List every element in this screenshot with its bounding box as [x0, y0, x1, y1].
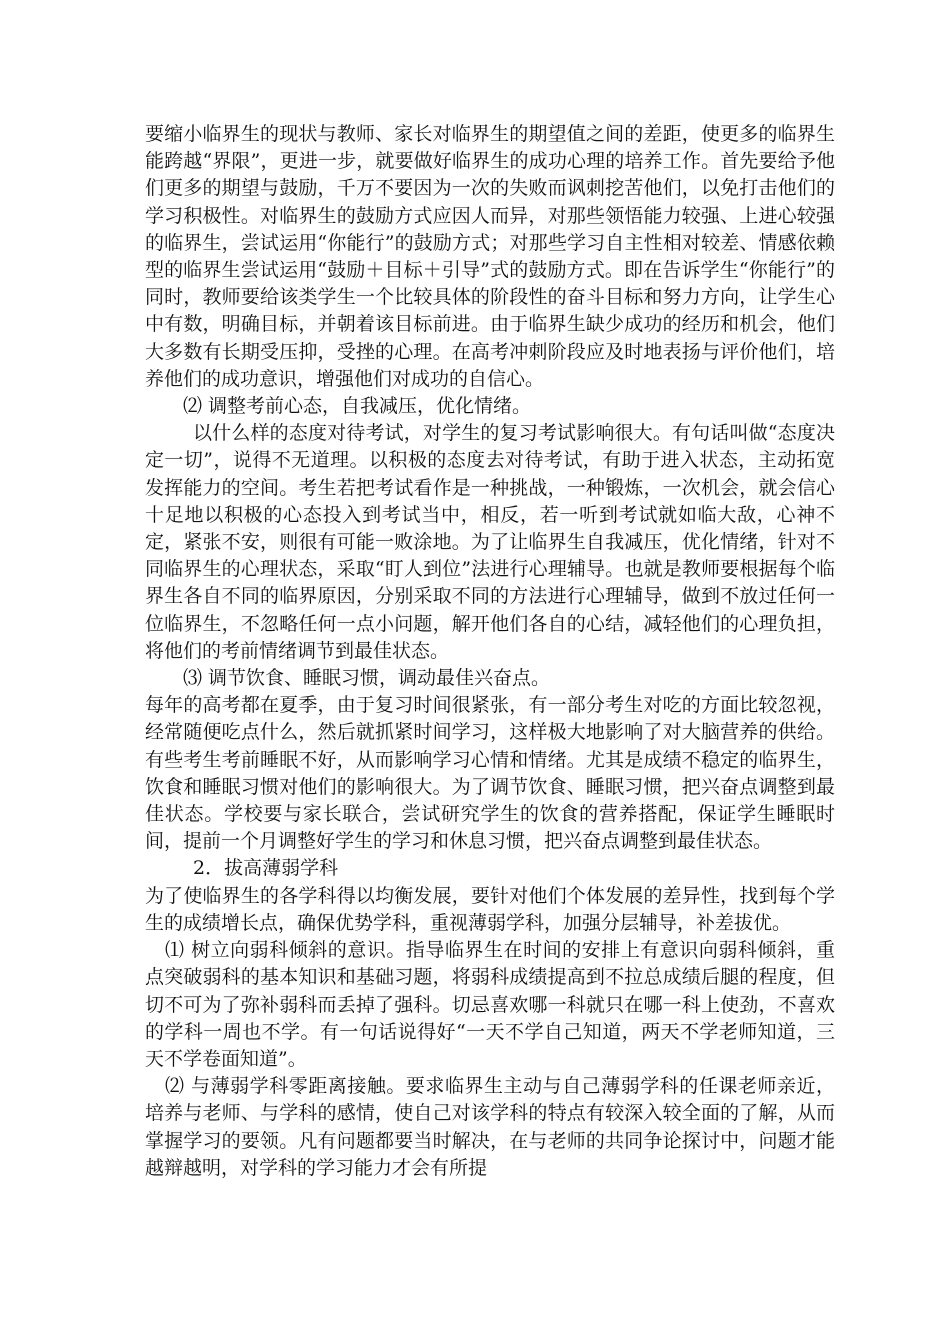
paragraph-weak-subject-contact: ⑵ 与薄弱学科零距离接触。要求临界生主动与自己薄弱学科的任课老师亲近，培养与老师、与学科的感情，使自己对该学科的特点有较深入较全面的了解，从而掌握学习的要领。凡有问题都要当时解决，在与老师的共同争论探讨中，问题才能越辩越明，对学科的学习能力才会有所提	[145, 1075, 835, 1179]
paragraph-exam-attitude: 以什么样的态度对待考试，对学生的复习考试影响很大。有句话叫做“态度决定一切”，说得不无道理。以积极的态度去对待考试，有助于进入状态，主动拓宽发挥能力的空间。考生若把考试看作是一种挑战，一种锻炼，一次机会，就会信心十足地以积极的心态投入到考试当中，相反，若一听到考试就如临大敌，心神不定，紧张不安，则很有可能一败涂地。为了让临界生自我减压，优化情绪，针对不同临界生的心理状态，采取“盯人到位”法进行心理辅导。也就是教师要根据每个临界生各自不同的临界原因，分别采取不同的方法进行心理辅导，做到不放过任何一位临界生，不忽略任何一点小问题，解开他们各自的心结，减轻他们的心理负担，将他们的考前情绪调节到最佳状态。	[145, 422, 835, 662]
paragraph-weak-subject-focus: ⑴ 树立向弱科倾斜的意识。指导临界生在时间的安排上有意识向弱科倾斜，重点突破弱科的基本知识和基础习题，将弱科成绩提高到不拉总成绩后腿的程度，但切不可为了弥补弱科而丢掉了强科。切忌喜欢哪一科就只在哪一科上使劲，不喜欢的学科一周也不学。有一句话说得好“一天不学自己知道，两天不学老师知道，三天不学卷面知道”。	[145, 939, 835, 1070]
paragraph-balanced-development: 为了使临界生的各学科得以均衡发展，要针对他们个体发展的差异性，找到每个学生的成绩增长点，确保优势学科，重视薄弱学科，加强分层辅导，补差拔优。	[145, 884, 835, 934]
subheading-adjust-mindset: ⑵ 调整考前心态，自我减压，优化情绪。	[183, 395, 532, 418]
document-body	[145, 121, 835, 1182]
paragraph-diet-sleep: 每年的高考都在夏季，由于复习时间很紧张，有一部分考生对吃的方面比较忽视，经常随便吃点什么，然后就抓紧时间学习，这样极大地影响了对大脑营养的供给。有些考生考前睡眠不好，从而影响学习心情和情绪。尤其是成绩不稳定的临界生，饮食和睡眠习惯对他们的影响很大。为了调节饮食、睡眠习惯，把兴奋点调整到最佳状态。学校要与家长联合，尝试研究学生的饮食的营养搭配，保证学生睡眠时间，提前一个月调整好学生的学习和休息习惯，把兴奋点调整到最佳状态。	[145, 694, 835, 853]
paragraph-success-psychology: 要缩小临界生的现状与教师、家长对临界生的期望值之间的差距，使更多的临界生能跨越“界限”，更进一步，就要做好临界生的成功心理的培养工作。首先要给予他们更多的期望与鼓励，千万不要因为一次的失败而讽刺挖苦他们，以免打击他们的学习积极性。对临界生的鼓励方式应因人而异，对那些领悟能力较强、上进心较强的临界生，尝试运用“你能行”的鼓励方式；对那些学习自主性相对较差、情感依赖型的临界生尝试运用“鼓励＋目标＋引导”式的鼓励方式。即在告诉学生“你能行”的同时，教师要给该类学生一个比较具体的阶段性的奋斗目标和努力方向，让学生心中有数，明确目标，并朝着该目标前进。由于临界生缺少成功的经历和机会，他们大多数有长期受压抑，受挫的心理。在高考冲刺阶段应及时地表扬与评价他们，培养他们的成功意识，增强他们对成功的自信心。	[145, 123, 835, 390]
subheading-diet-sleep: ⑶ 调节饮食、睡眠习惯，调动最佳兴奋点。	[183, 667, 551, 690]
section-heading-weak-subjects: 2．拔高薄弱学科	[193, 857, 339, 880]
